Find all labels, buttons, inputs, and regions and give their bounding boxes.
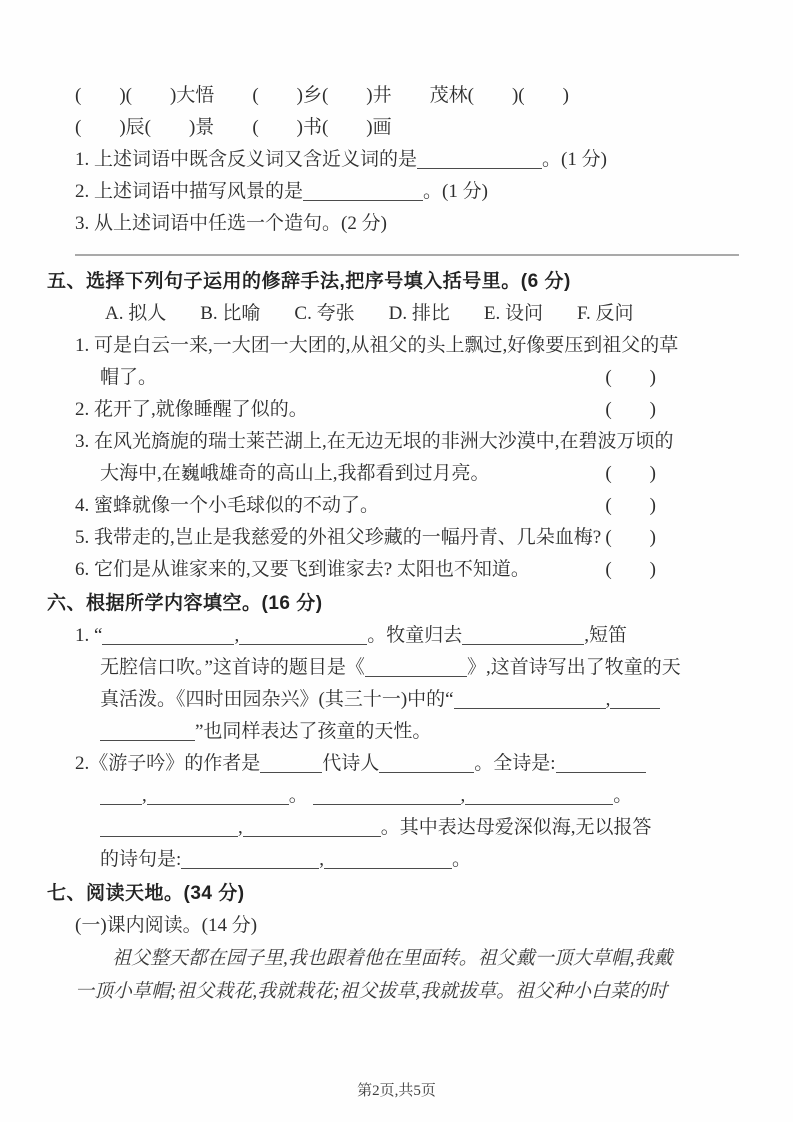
section-5-rhetoric (47, 266, 741, 586)
answer-bracket: ( ) (605, 495, 656, 516)
fill-in-blank (417, 149, 542, 169)
fill-in-blank (181, 849, 319, 869)
word-group: 茂林( )( ) (429, 85, 569, 106)
line-content (75, 213, 387, 234)
line-text: 。牧童归去 (367, 625, 463, 646)
line-content (75, 394, 308, 426)
answer-bracket: ( ) (605, 463, 656, 484)
fill-in-blank (147, 785, 289, 805)
q4-word-completion (47, 80, 741, 240)
answer-bracket: ( ) (605, 399, 656, 420)
word-group: ( )( )大悟 (75, 85, 215, 106)
exam-line (75, 208, 741, 240)
fill-in-blank (303, 181, 423, 201)
exam-line (100, 716, 741, 748)
line-text: 。 (452, 849, 472, 870)
line-text: 1. 可是白云一来,一大团一大团的,从祖父的头上飘过,好像要压到祖父的草 (75, 335, 679, 356)
fill-in-blank (556, 753, 646, 773)
fill-in-blank (100, 817, 238, 837)
exam-line (100, 780, 741, 812)
line-text: 6. 它们是从谁家来的,又要飞到谁家去? 太阳也不知道。 (75, 559, 530, 580)
line-text: 2. 上述词语中描写风景的是 (75, 181, 304, 202)
line-text: 。 (288, 785, 313, 806)
exam-line (75, 144, 741, 176)
section-heading: 五、选择下列句子运用的修辞手法,把序号填入括号里。(6 分) (47, 271, 571, 292)
exam-line (100, 458, 741, 490)
section-7-reading (47, 878, 741, 1008)
line-content (75, 625, 627, 646)
answer-bracket: ( ) (605, 367, 656, 388)
line-text: , (238, 817, 243, 838)
fill-in-blank (100, 785, 142, 805)
line-text: , (234, 625, 240, 646)
line-content (100, 689, 660, 710)
exam-line (75, 394, 741, 426)
exam-line (75, 522, 741, 554)
line-content (100, 362, 157, 394)
line-content (100, 817, 652, 838)
line-content (75, 981, 667, 1002)
line-text: 无腔信口吹。”这首诗的题目是《 (100, 657, 365, 678)
fill-in-blank (102, 625, 234, 645)
line-text: 代诗人 (322, 753, 380, 774)
fill-in-blank (365, 657, 467, 677)
line-content (75, 149, 607, 170)
line-content (75, 753, 646, 774)
fill-in-blank (610, 689, 660, 709)
line-text: 3. 从上述词语中任选一个造句。(2 分) (75, 213, 387, 234)
fill-in-blank (324, 849, 452, 869)
line-text: 的诗句是: (100, 849, 182, 870)
passage-line (75, 942, 741, 975)
fill-in-blank (313, 785, 461, 805)
exam-line (100, 844, 741, 876)
line-content (112, 948, 673, 969)
exam-content (47, 80, 741, 1008)
option-item: C. 夸张 (294, 303, 355, 324)
line-text: 。(1 分) (542, 149, 607, 170)
exam-line (100, 652, 741, 684)
line-content (75, 522, 601, 554)
answer-bracket: ( ) (605, 527, 656, 548)
line-text: 》,这首诗写出了牧童的天 (466, 657, 681, 678)
line-text: 。全诗是: (474, 753, 556, 774)
fill-in-blank (100, 721, 195, 741)
section-heading: 六、根据所学内容填空。(16 分) (47, 593, 323, 614)
exam-line (100, 684, 741, 716)
exam-line (75, 748, 741, 780)
exam-line (75, 176, 741, 208)
word-group: ( )辰( )景 (75, 117, 215, 138)
fill-in-blank (462, 625, 584, 645)
line-content (75, 915, 257, 936)
line-content (100, 785, 632, 806)
option-item: B. 比喻 (200, 303, 261, 324)
section-divider (75, 254, 739, 256)
line-text: 2.《游子吟》的作者是 (75, 753, 261, 774)
exam-line (75, 910, 741, 942)
line-text: 。其中表达母爱深似海,无以报答 (380, 817, 652, 838)
option-item: E. 设问 (483, 303, 543, 324)
fill-in-blank (454, 689, 606, 709)
exam-line (100, 812, 741, 844)
line-text: 2. 花开了,就像睡醒了似的。 (75, 399, 308, 420)
line-text: 1. “ (75, 625, 103, 646)
page-number: 第2页,共5页 (357, 1083, 436, 1099)
line-text: 祖父整天都在园子里,我也跟着他在里面转。祖父戴一顶大草帽,我戴 (112, 948, 673, 969)
line-text: 。(1 分) (423, 181, 488, 202)
passage-line (75, 975, 741, 1008)
line-content (75, 335, 678, 356)
line-text: , (319, 849, 325, 870)
line-text: 4. 蜜蜂就像一个小毛球似的不动了。 (75, 495, 380, 516)
line-text: , (142, 785, 147, 806)
line-content (75, 431, 674, 452)
line-text: 。 (613, 785, 633, 806)
line-text: 5. 我带走的,岂止是我慈爱的外祖父珍藏的一幅丹青、几朵血梅? (75, 527, 602, 548)
fill-in-blank (260, 753, 322, 773)
line-text: ,短笛 (584, 625, 627, 646)
exam-line (75, 620, 741, 652)
line-content (100, 458, 490, 490)
line-text: 帽了。 (100, 367, 158, 388)
option-item: F. 反问 (576, 303, 634, 324)
rhetoric-options-row (105, 298, 741, 330)
line-content (100, 721, 431, 742)
word-group: ( )书( )画 (252, 117, 392, 138)
line-text: , (605, 689, 611, 710)
fill-in-blank (239, 625, 367, 645)
option-item: A. 拟人 (105, 303, 167, 324)
exam-line (100, 362, 741, 394)
line-content (75, 490, 379, 522)
word-group: ( )乡( )井 (252, 85, 392, 106)
line-content (75, 181, 488, 202)
line-text: 3. 在风光旖旎的瑞士莱芒湖上,在无边无垠的非洲大沙漠中,在碧波万顷的 (75, 431, 674, 452)
word-completion-row (75, 112, 741, 144)
line-text: , (460, 785, 466, 806)
line-text: 真活泼。《四时田园杂兴》(其三十一)中的“ (100, 689, 454, 710)
line-content (100, 849, 471, 870)
line-content (100, 657, 681, 678)
option-item: D. 排比 (388, 303, 450, 324)
fill-in-blank (243, 817, 381, 837)
section-heading: 七、阅读天地。(34 分) (47, 883, 245, 904)
line-text: 一顶小草帽;祖父栽花,我就栽花;祖父拔草,我就拔草。祖父种小白菜的时 (75, 981, 668, 1002)
line-text: (一)课内阅读。(14 分) (75, 915, 258, 936)
line-text: 1. 上述词语中既含反义词又含近义词的是 (75, 149, 418, 170)
line-text: 大海中,在巍峨雄奇的高山上,我都看到过月亮。 (100, 463, 490, 484)
answer-bracket: ( ) (605, 559, 656, 580)
line-content (75, 554, 530, 586)
fill-in-blank (379, 753, 474, 773)
exam-line (75, 554, 741, 586)
exam-line (75, 426, 741, 458)
exam-line (75, 490, 741, 522)
fill-in-blank (465, 785, 613, 805)
word-completion-row (75, 80, 741, 112)
exam-line (75, 330, 741, 362)
section-6-fill-in (47, 588, 741, 876)
line-text: ”也同样表达了孩童的天性。 (195, 721, 432, 742)
